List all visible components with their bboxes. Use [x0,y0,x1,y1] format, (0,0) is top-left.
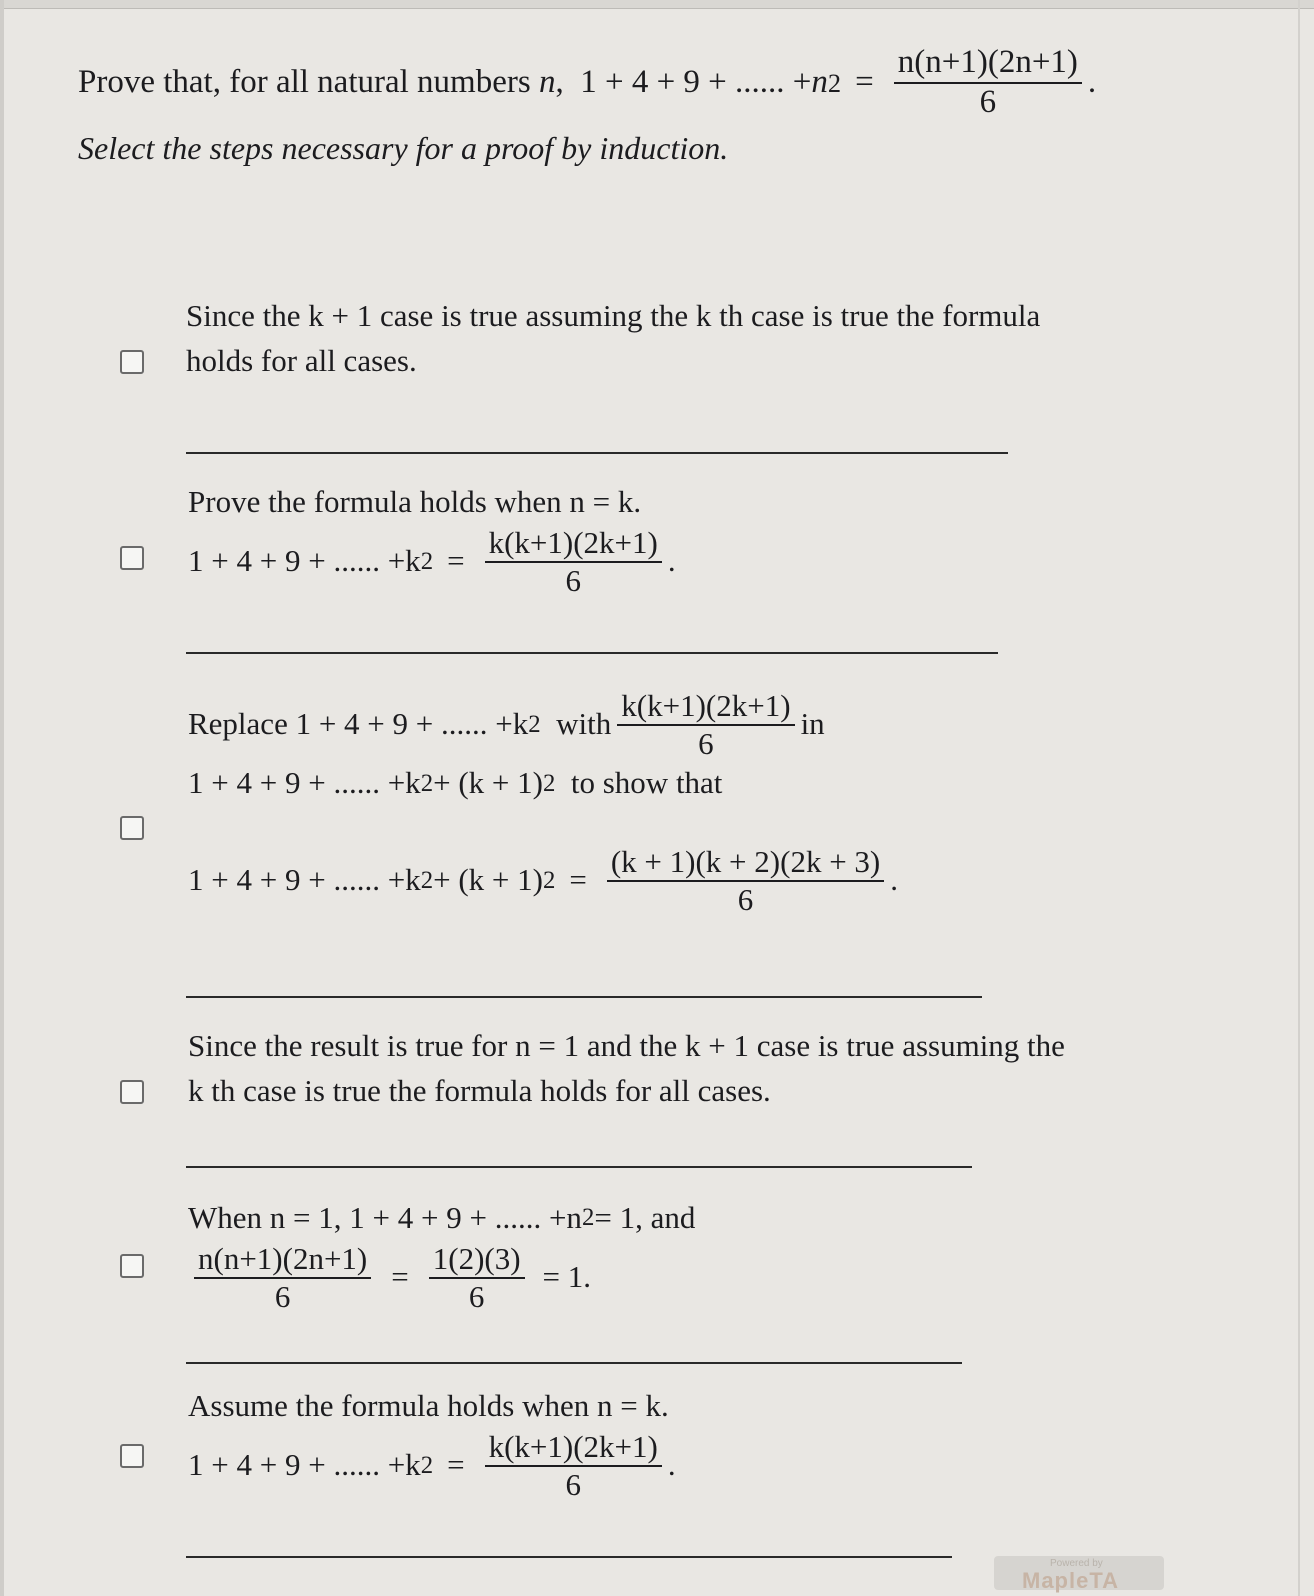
option-5-fraction-1-numerator: n(n+1)(2n+1) [194,1241,371,1279]
question-text: Prove that, for all natural numbers n , 1 + 4 + 9 + ...... + n 2 = $\frac{n(n+1)(2n+1)}{6}$ . [78,44,1097,120]
option-3-replace: Replace [188,706,288,742]
option-5-equals: = [391,1259,409,1295]
option-5[interactable] [120,1196,1180,1314]
option-3-equals: = [569,862,587,898]
option-3-result-denominator: 6 [737,881,754,917]
option-1-line-2: holds for all cases. [186,342,417,378]
option-5-line-1-b: = 1, and [594,1200,696,1235]
question-lead: Prove that, for all natural numbers [78,64,531,101]
question-fraction-numerator: n(n+1)(2n+1) [894,44,1082,84]
option-6-equation: 1 + 4 + 9 + ...... +k 2 = $\frac{k(k+1)(2k+1)}{6}$ . [188,1428,676,1502]
option-2-fraction-numerator: k(k+1)(2k+1) [485,525,662,563]
question-equals: = [855,64,874,101]
option-3-with: with [556,706,612,742]
option-4[interactable] [120,1024,1180,1114]
option-1-checkbox[interactable] [120,350,144,374]
question-var: n [538,64,556,101]
option-6-equals: = [447,1447,465,1483]
option-2-fraction [485,525,662,598]
option-6-fraction-denominator: 6 [565,1466,581,1502]
option-5-fraction-1 [194,1241,371,1314]
option-3-line-2-series: 1 + 4 + 9 + ...... +k [188,765,421,801]
option-3-result-numerator: (k + 1)(k + 2)(2k + 3) [607,844,884,882]
option-5-fraction-2-numerator: 1(2)(3) [429,1241,525,1279]
option-2[interactable] [120,480,1180,598]
left-border [0,0,4,1596]
option-3-result-fraction [607,844,884,917]
option-6-period: . [667,1447,676,1483]
option-6-line-1: Assume the formula holds when n = k. [188,1388,669,1423]
separator [186,652,998,654]
option-3-line-2: 1 + 4 + 9 + ...... +k 2 + (k + 1) 2 to show that [188,761,1180,806]
powered-by-text: Powered by [1050,1558,1103,1569]
right-border [1298,0,1300,1596]
question-fraction [894,44,1082,122]
option-6-fraction [485,1429,662,1502]
top-border [0,0,1314,9]
option-3-fraction [617,688,794,761]
option-4-checkbox[interactable] [120,1080,144,1104]
option-5-line-1: When n = 1, 1 + 4 + 9 + ...... +n 2 = 1, and [188,1196,1180,1241]
option-3-fraction-denominator: 6 [698,725,714,761]
option-5-result: = 1. [542,1259,592,1295]
option-6-checkbox[interactable] [120,1444,144,1468]
question-comma: , [555,64,564,101]
option-5-line-2 [188,1241,1180,1314]
separator [186,1166,972,1168]
separator [186,452,1008,454]
option-4-line-2: k th case is true the formula holds for all cases. [188,1072,771,1108]
option-3-line-1: Replace 1 + 4 + 9 + ...... +k 2 with $\frac{k(k+1)(2k+1)}{6}$ in [188,688,825,761]
option-2-period: . [667,543,676,579]
option-4-line-1: Since the result is true for n = 1 and the k + 1 case is true assuming the [188,1028,1065,1063]
option-2-series: 1 + 4 + 9 + ...... +k [188,543,421,579]
option-3-line-3: 1 + 4 + 9 + ...... +k 2 + (k + 1) 2 = $\frac{(k + 1)(k + 2)(2k + 3)}{6}$ . [188,844,898,917]
option-5-fraction-1-denominator: 6 [274,1278,291,1314]
option-3-line-2-tail: + (k + 1) [433,765,543,801]
separator [186,1362,962,1364]
option-3-checkbox[interactable] [120,816,144,840]
option-2-equals: = [447,543,465,579]
option-3-period: . [890,862,898,898]
option-6[interactable] [120,1384,1180,1502]
instruction-text: Select the steps necessary for a proof by induction. [78,130,729,166]
option-6-series: 1 + 4 + 9 + ...... +k [188,1447,421,1483]
option-3-line-2-end: to show that [570,765,723,801]
question-period: . [1087,64,1097,101]
option-5-checkbox[interactable] [120,1254,144,1278]
maple-ta-logo [994,1556,1164,1593]
separator [186,1556,952,1558]
option-3[interactable] [120,688,1180,918]
question-series: 1 + 4 + 9 + ...... + [580,64,812,101]
option-3-fraction-numerator: k(k+1)(2k+1) [617,688,794,726]
option-1-line-1: Since the k + 1 case is true assuming the k th case is true the formula [186,298,1041,333]
option-3-line-3-series: 1 + 4 + 9 + ...... +k [188,862,421,898]
option-2-checkbox[interactable] [120,546,144,570]
option-6-fraction-numerator: k(k+1)(2k+1) [485,1429,662,1467]
option-3-line-3-tail: + (k + 1) [433,862,543,898]
option-5-line-1-a: When n = 1, 1 + 4 + 9 + ...... +n [188,1200,582,1235]
option-5-fraction-2-denominator: 6 [468,1278,485,1314]
option-2-equation: 1 + 4 + 9 + ...... +k 2 = $\frac{k(k+1)(2k+1)}{6}$ . [188,524,676,598]
option-3-replace-series: 1 + 4 + 9 + ...... +k [295,706,529,742]
brand-text: MapleTA [1022,1568,1120,1593]
question-fraction-denominator: 6 [979,83,997,120]
separator [186,996,982,998]
question-series-last: n [811,64,828,101]
option-5-fraction-2 [429,1241,525,1314]
option-2-line-1: Prove the formula holds when n = k. [188,484,642,519]
option-3-in: in [800,706,825,742]
option-1[interactable] [120,294,1180,384]
option-2-fraction-denominator: 6 [565,562,581,598]
